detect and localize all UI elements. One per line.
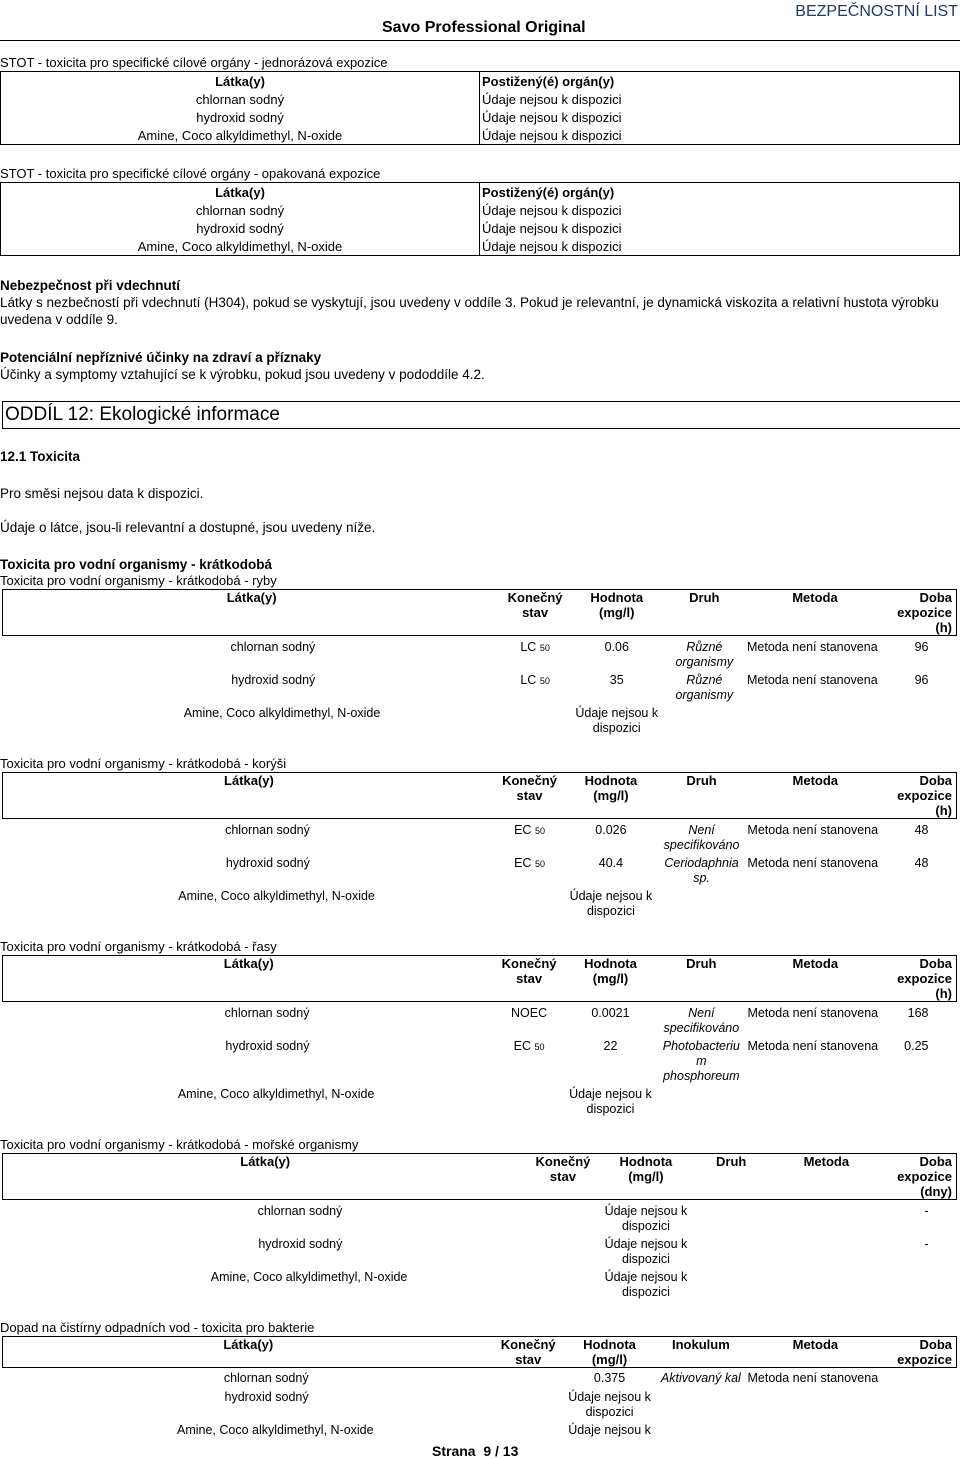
duration-cell: 96	[914, 640, 929, 654]
bacteria-caption: Dopad na čistírny odpadních vod - toxicita pro bakterie	[0, 1320, 315, 1335]
value-line-1: Údaje nejsou k	[604, 1237, 688, 1251]
table-row	[1, 90, 960, 108]
col-organ: Postižený(é) orgán(y)	[482, 184, 615, 200]
stot-single-title: STOT - toxicita pro specifické cílové orgány - jednorázová expozice	[0, 55, 388, 70]
species-line-2: specifikováno	[663, 1021, 740, 1035]
col-state-2: stav	[522, 605, 549, 620]
crustaceans-table	[2, 772, 957, 922]
species-line-1: Různé	[686, 673, 723, 687]
col-state-1: Konečný	[535, 1154, 591, 1169]
col-organ: Postižený(é) orgán(y)	[482, 73, 615, 89]
col-state-2: stav	[516, 971, 543, 986]
col-value-2: (mg/l)	[628, 1169, 664, 1184]
substance-cell: chlornan sodný	[224, 1006, 310, 1020]
col-duration-1: Doba	[919, 956, 952, 971]
state-text: EC	[514, 856, 532, 870]
state-subscript: 50	[534, 826, 545, 836]
marine-table	[2, 1153, 957, 1303]
substance-cell: Amine, Coco alkyldimethyl, N-oxide	[1, 237, 480, 256]
col-method: Metoda	[746, 1337, 886, 1368]
state-subscript: 50	[534, 859, 545, 869]
col-substance: Látka(y)	[3, 956, 495, 1002]
species-line-1: Ceriodaphnia	[664, 856, 739, 870]
value-line-2: dispozici	[621, 1219, 670, 1233]
duration-cell: 0.25	[904, 1039, 929, 1053]
stot-single-table	[0, 71, 960, 145]
col-state-1: Konečný	[501, 956, 557, 971]
fish-caption: Toxicita pro vodní organismy - krátkodobá - ryby	[0, 573, 277, 588]
col-species: Druh	[657, 956, 745, 1002]
substance-cell: chlornan sodný	[225, 823, 310, 837]
value-line-1: Údaje nejsou k	[568, 1422, 651, 1437]
value-line-2: dispozici	[621, 1252, 670, 1266]
method-cell: Metoda není stanovena	[747, 640, 878, 654]
value-cell: 0.0021	[591, 1006, 630, 1020]
substance-cell: hydroxid sodný	[1, 108, 480, 126]
state-cell: NOEC	[511, 1006, 548, 1020]
stot-repeat-title: STOT - toxicita pro specifické cílové orgány - opakovaná expozice	[0, 166, 381, 181]
substance-cell: Amine, Coco alkyldimethyl, N-oxide	[1, 126, 480, 145]
substance-cell: chlornan sodný	[1, 201, 480, 219]
state-text: EC	[513, 1039, 532, 1053]
value-line-1: Údaje nejsou k	[568, 1389, 651, 1404]
value-cell: 22	[603, 1039, 618, 1053]
table-row	[3, 889, 957, 922]
substance-cell: chlornan sodný	[257, 1204, 343, 1218]
substance-cell: chlornan sodný	[230, 640, 316, 654]
duration-cell: -	[924, 1237, 929, 1251]
substance-cell: Amine, Coco alkyldimethyl, N-oxide	[210, 1270, 408, 1284]
substance-cell: Amine, Coco alkyldimethyl, N-oxide	[176, 1422, 374, 1437]
aspiration-title: Nebezpečnost při vdechnutí	[0, 278, 181, 293]
col-duration-2: expozice	[897, 1169, 952, 1184]
col-duration-2: expozice	[897, 605, 952, 620]
col-method: Metoda	[769, 1154, 884, 1200]
section-12-heading: ODDÍL 12: Ekologické informace	[2, 401, 960, 429]
document-type: BEZPEČNOSTNÍ LIST	[795, 3, 958, 20]
state-text: LC	[520, 673, 537, 687]
col-duration-1: Doba	[919, 773, 952, 788]
organ-cell: Údaje nejsou k dispozici	[482, 238, 622, 254]
substance-cell: hydroxid sodný	[225, 1039, 310, 1053]
organ-cell: Údaje nejsou k dispozici	[482, 91, 622, 107]
col-state-2: stav	[549, 1169, 576, 1184]
table-row	[3, 1390, 957, 1423]
col-value-2: (mg/l)	[592, 971, 629, 986]
col-state-2: stav	[516, 788, 543, 803]
organ-cell: Údaje nejsou k dispozici	[482, 109, 622, 125]
col-method: Metoda	[745, 956, 885, 1002]
table-row	[3, 1204, 957, 1237]
state-subscript: 50	[534, 1042, 545, 1052]
table-row	[1, 108, 960, 126]
state-cell	[494, 1039, 563, 1087]
table-row	[3, 1039, 957, 1087]
col-substance: Látka(y)	[3, 1154, 528, 1200]
col-method: Metoda	[745, 773, 885, 819]
substance-cell: Amine, Coco alkyldimethyl, N-oxide	[183, 706, 381, 720]
col-state-1: Konečný	[500, 1337, 556, 1352]
effects-title: Potenciální nepříznivé účinky na zdraví a příznaky	[0, 350, 322, 365]
value-cell: 0.375	[593, 1371, 626, 1386]
col-value-2: (mg/l)	[591, 1352, 628, 1367]
table-row	[3, 1423, 957, 1441]
algae-table	[2, 955, 957, 1120]
value-cell: 0.026	[595, 823, 627, 837]
state-text: EC	[514, 823, 532, 837]
species-line-1: Photobacteriu	[662, 1039, 740, 1053]
col-value-1: Hodnota	[584, 773, 638, 788]
col-value-1: Hodnota	[619, 1154, 673, 1169]
col-duration-1: Doba	[919, 590, 952, 605]
value-line-1: Údaje nejsou k	[569, 889, 653, 903]
table-row	[3, 1368, 957, 1390]
value-line-1: Údaje nejsou k	[604, 1270, 688, 1284]
state-cell	[500, 673, 570, 706]
value-cell: 35	[609, 673, 624, 687]
substance-cell: hydroxid sodný	[258, 1237, 343, 1251]
table-row	[3, 1270, 957, 1303]
substance-cell: chlornan sodný	[223, 1371, 309, 1386]
header-divider	[0, 40, 960, 41]
method-cell: Metoda není stanovena	[747, 856, 879, 870]
method-cell: Metoda není stanovena	[747, 1371, 879, 1386]
bacteria-table	[2, 1336, 957, 1441]
page-header	[0, 0, 960, 44]
organ-cell: Údaje nejsou k dispozici	[482, 127, 622, 143]
col-substance: Látka(y)	[3, 773, 495, 819]
value-line-2: dispozici	[592, 721, 641, 735]
table-row	[3, 1237, 957, 1270]
species-line-2: m	[696, 1054, 707, 1068]
inoculum-cell: Aktivovaný kal	[660, 1371, 741, 1386]
value-line-2: dispozici	[586, 1102, 635, 1116]
col-state-2: stav	[515, 1352, 542, 1367]
col-duration-unit: (dny)	[920, 1184, 952, 1199]
duration-cell: 168	[907, 1006, 929, 1020]
table-row	[1, 201, 960, 219]
substance-note: Údaje o látce, jsou-li relevantní a dostupné, jsou uvedeny níže.	[0, 520, 376, 535]
species-line-3: phosphoreum	[663, 1069, 740, 1083]
state-subscript: 50	[539, 643, 550, 653]
col-duration-unit: (h)	[935, 986, 952, 1001]
value-line-2: dispozici	[586, 904, 635, 918]
value-line-2: dispozici	[621, 1285, 670, 1299]
col-duration-unit: (h)	[935, 803, 952, 818]
state-cell	[495, 823, 564, 856]
table-row	[3, 640, 957, 673]
effects-text: Účinky a symptomy vztahující se k výrobku, pokud jsou uvedeny v pododdíle 4.2.	[0, 367, 485, 382]
col-substance: Látka(y)	[1, 183, 480, 202]
col-duration-unit: (h)	[935, 620, 952, 635]
table-row	[1, 237, 960, 256]
substance-cell: hydroxid sodný	[224, 1389, 309, 1404]
col-state-1: Konečný	[507, 590, 563, 605]
col-duration-1: Doba	[919, 1154, 952, 1169]
table-row	[1, 219, 960, 237]
species-line-1: Různé	[686, 640, 723, 654]
col-duration-2: expozice	[897, 971, 952, 986]
col-state-1: Konečný	[502, 773, 557, 788]
substance-cell: Amine, Coco alkyldimethyl, N-oxide	[177, 1087, 375, 1101]
page-number: Strana 9 / 13	[432, 1443, 519, 1459]
col-substance: Látka(y)	[3, 590, 501, 636]
state-cell	[500, 640, 570, 673]
algae-caption: Toxicita pro vodní organismy - krátkodobá - řasy	[0, 939, 277, 954]
duration-cell: -	[924, 1204, 929, 1218]
aquatic-title: Toxicita pro vodní organismy - krátkodobá	[0, 557, 273, 572]
col-value-1: Hodnota	[584, 956, 637, 971]
substance-cell: hydroxid sodný	[1, 219, 480, 237]
table-row	[3, 673, 957, 706]
crustaceans-caption: Toxicita pro vodní organismy - krátkodobá - korýši	[0, 756, 287, 771]
value-line-2: dispozici	[585, 1404, 634, 1419]
species-line-2: organismy	[675, 688, 734, 702]
species-line-2: specifikováno	[663, 838, 740, 852]
col-value-2: (mg/l)	[593, 788, 629, 803]
method-cell: Metoda není stanovena	[747, 823, 879, 837]
col-duration-1: Doba	[919, 1337, 952, 1352]
method-cell: Metoda není stanovena	[747, 1006, 879, 1020]
fish-table	[2, 589, 957, 739]
duration-cell: 48	[914, 856, 929, 870]
col-inoculum: Inokulum	[656, 1337, 745, 1368]
section-12-1-title: 12.1 Toxicita	[0, 449, 81, 464]
method-cell: Metoda není stanovena	[747, 673, 878, 687]
product-name: Savo Professional Original	[382, 19, 586, 36]
substance-cell: chlornan sodný	[1, 90, 480, 108]
marine-caption: Toxicita pro vodní organismy - krátkodobá - mořské organismy	[0, 1137, 359, 1152]
method-cell: Metoda není stanovena	[747, 1039, 879, 1053]
table-row	[3, 1087, 957, 1120]
stot-repeat-table	[0, 182, 960, 256]
table-row	[3, 1006, 957, 1039]
substance-cell: Amine, Coco alkyldimethyl, N-oxide	[178, 889, 375, 903]
col-species: Druh	[658, 773, 746, 819]
col-method: Metoda	[745, 590, 885, 636]
duration-cell: 96	[914, 673, 929, 687]
col-duration-2: expozice	[897, 788, 952, 803]
col-value-1: Hodnota	[583, 1337, 636, 1352]
table-row	[1, 126, 960, 145]
value-line-1: Údaje nejsou k	[604, 1204, 688, 1218]
species-line-2: sp.	[693, 871, 710, 885]
species-line-2: organismy	[675, 655, 734, 669]
substance-cell: hydroxid sodný	[231, 673, 316, 687]
duration-cell: 48	[914, 823, 929, 837]
state-text: LC	[520, 640, 537, 654]
col-substance: Látka(y)	[3, 1337, 494, 1368]
organ-cell: Údaje nejsou k dispozici	[482, 202, 622, 218]
state-cell	[495, 856, 564, 889]
col-value-1: Hodnota	[590, 590, 644, 605]
mixture-note: Pro směsi nejsou data k dispozici.	[0, 486, 204, 501]
table-row	[3, 823, 957, 856]
substance-cell: hydroxid sodný	[225, 856, 310, 870]
species-line-1: Není	[688, 823, 715, 837]
col-duration-2: expozice	[897, 1352, 952, 1367]
value-line-1: Údaje nejsou k	[569, 1087, 652, 1101]
col-substance: Látka(y)	[1, 72, 480, 91]
col-species: Druh	[664, 590, 745, 636]
table-row	[3, 706, 957, 739]
state-subscript: 50	[539, 676, 550, 686]
value-cell: 0.06	[604, 640, 629, 654]
organ-cell: Údaje nejsou k dispozici	[482, 220, 622, 236]
value-line-1: Údaje nejsou k	[575, 706, 659, 720]
col-value-2: (mg/l)	[599, 605, 635, 620]
table-row	[3, 856, 957, 889]
species-line-1: Není	[688, 1006, 715, 1020]
col-species: Druh	[693, 1154, 769, 1200]
aspiration-text: Látky s nezbečností při vdechnutí (H304), pokud se vyskytují, jsou uvedeny v oddíle 3. Pokud je relevantní, je dynamická viskozita a relativní hustota výrobku uvedena v oddíle 9.	[0, 295, 939, 327]
value-cell: 40.4	[598, 856, 624, 870]
